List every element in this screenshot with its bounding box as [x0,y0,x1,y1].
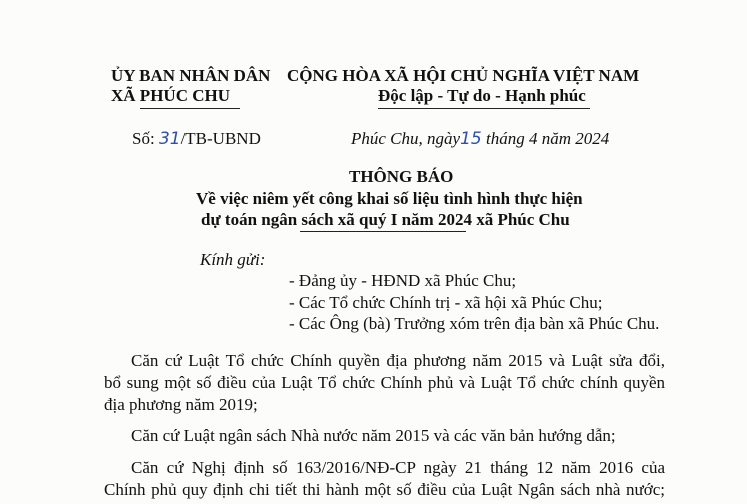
paragraph-legal-basis-1-cont: bổ sung một số điều của Luật Tổ chức Chính phủ và Luật Tổ chức chính quyền [104,373,665,392]
paragraph-legal-basis-2: Căn cứ Luật ngân sách Nhà nước năm 2015 và các văn bản hướng dẫn; [131,426,616,445]
paragraph-legal-basis-1: Căn cứ Luật Tổ chức Chính quyền địa phương năm 2015 và Luật sửa đổi, [131,351,665,370]
date-line [351,129,609,149]
recipient-item: - Đảng ủy - HĐND xã Phúc Chu; [289,271,517,290]
doc-number-line [132,129,261,149]
paragraph-legal-basis-1-end: địa phương năm 2019; [104,395,258,414]
commune-name: XÃ PHÚC CHU [111,86,230,105]
recipient-item: - Các Ông (bà) Trưởng xóm trên địa bàn xã Phúc Chu. [289,314,660,333]
doc-number-handwritten: 31 [158,129,181,149]
paragraph-legal-basis-3: Căn cứ Nghị định số 163/2016/NĐ-CP ngày 21 tháng 12 năm 2016 của [131,458,665,477]
date-place: Phúc Chu, ngày [351,129,461,148]
doc-number-suffix: /TB-UBND [180,129,261,148]
notice-subject-line2: dự toán ngân sách xã quý I năm 2024 xã Phúc Chu [201,210,570,229]
notice-subject-line1: Về việc niêm yết công khai số liệu tình hình thực hiện [196,189,583,208]
agency-underline [140,108,240,109]
doc-number-prefix: Số: [132,129,155,148]
greeting-label: Kính gửi: [200,250,266,269]
date-rest: tháng 4 năm 2024 [485,129,610,148]
recipient-item: - Các Tổ chức Chính trị - xã hội xã Phúc Chu; [289,293,603,312]
agency-name: ỦY BAN NHÂN DÂN [111,66,271,85]
national-motto: Độc lập - Tự do - Hạnh phúc [378,86,586,105]
notice-heading: THÔNG BÁO [349,167,454,186]
motto-underline [378,108,590,109]
title-underline [300,231,466,232]
paragraph-legal-basis-3-cont: Chính phủ quy định chi tiết thi hành một số điều của Luật Ngân sách nhà nước; [104,480,665,499]
date-day-handwritten: 15 [460,129,482,149]
national-title: CỘNG HÒA XÃ HỘI CHỦ NGHĨA VIỆT NAM [287,66,640,85]
